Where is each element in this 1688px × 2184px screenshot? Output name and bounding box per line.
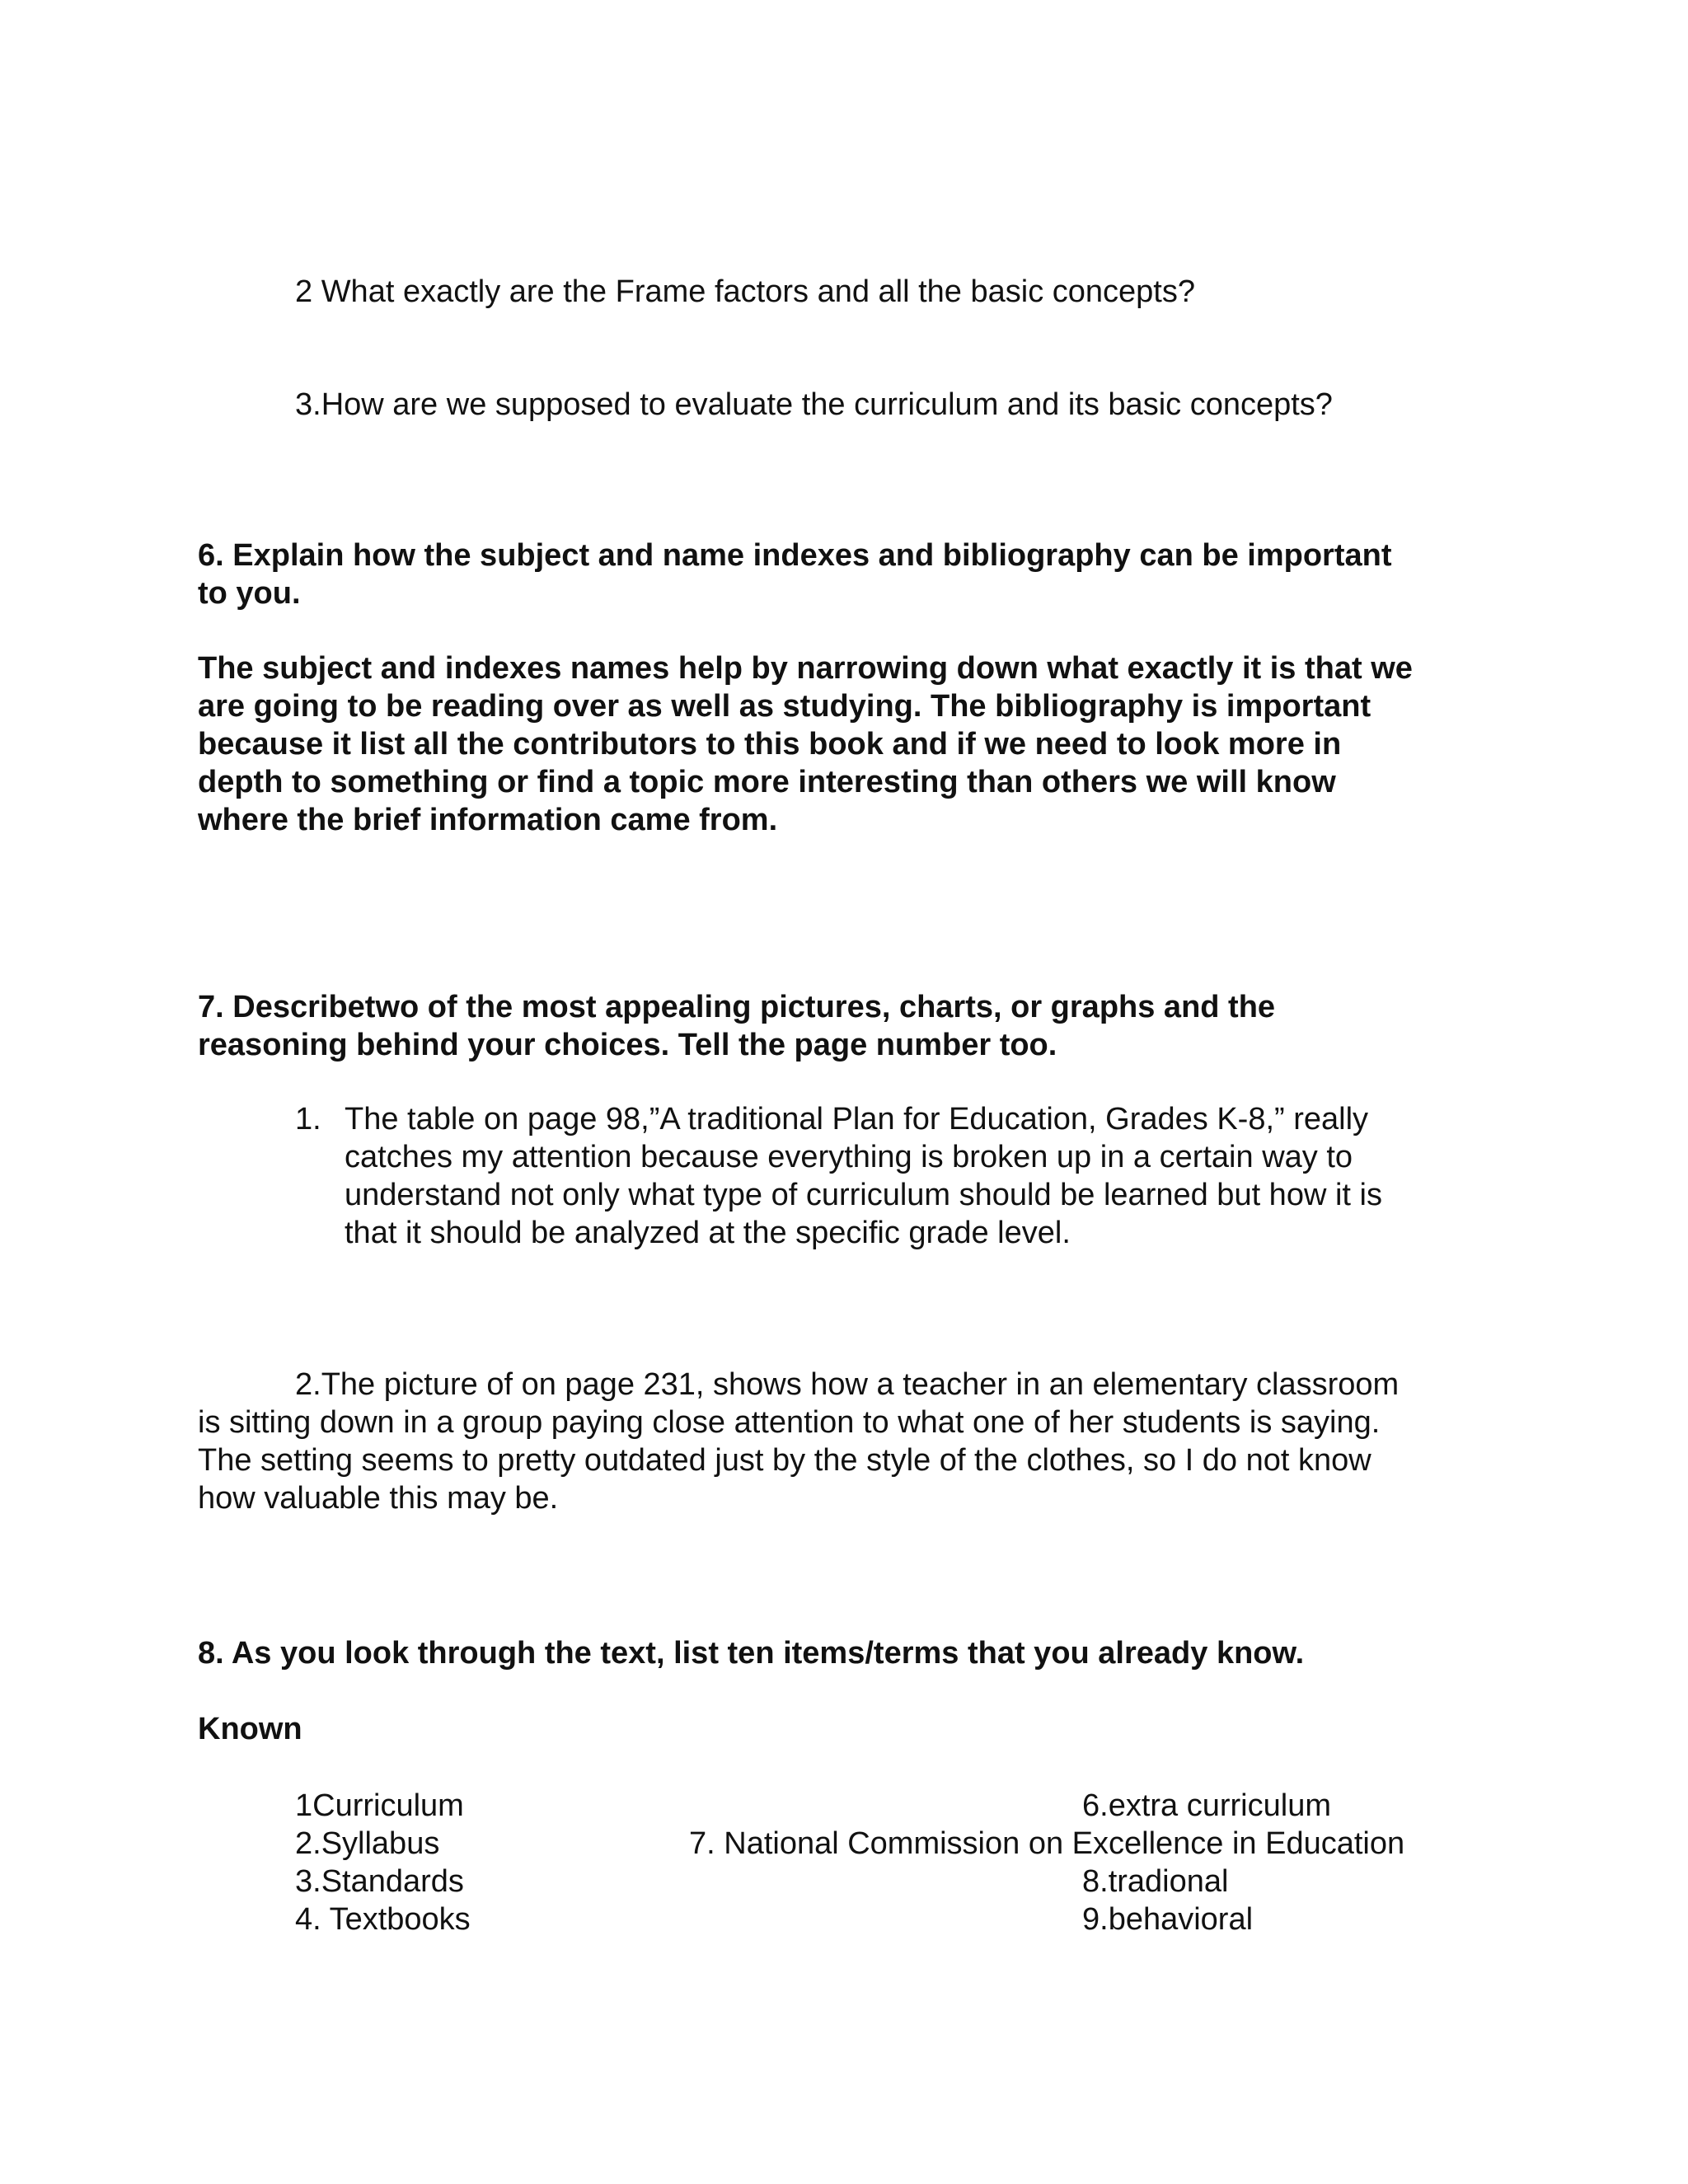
section-7-heading-line-1: 7. Describetwo of the most appealing pictures, charts, or graphs and the — [198, 990, 1276, 1024]
section-6-answer-line: depth to something or find a topic more interesting than others we will know — [198, 765, 1336, 799]
known-label: Known — [198, 1712, 302, 1746]
question-2: 2 What exactly are the Frame factors and all the basic concepts? — [295, 274, 1195, 309]
known-item-right: 8.tradional — [1082, 1864, 1229, 1899]
section-8-heading: 8. As you look through the text, list ten items/terms that you already know. — [198, 1636, 1305, 1671]
section-7-item-2-line: 2.The picture of on page 231, shows how a teacher in an elementary classroom — [295, 1367, 1400, 1402]
section-6-answer-line: because it list all the contributors to this book and if we need to look more in — [198, 727, 1342, 762]
known-item-left: 1Curriculum — [295, 1788, 464, 1823]
known-item-right: 7. National Commission on Excellence in Education — [689, 1826, 1405, 1861]
section-6-answer-line: The subject and indexes names help by narrowing down what exactly it is that we — [198, 651, 1413, 686]
known-item-right: 9.behavioral — [1082, 1902, 1254, 1937]
known-item-left: 2.Syllabus — [295, 1826, 440, 1861]
question-3: 3.How are we supposed to evaluate the curriculum and its basic concepts? — [295, 387, 1333, 422]
section-7-item-2-line: how valuable this may be. — [198, 1481, 559, 1516]
section-7-item-1-number: 1. — [295, 1102, 321, 1137]
section-7-item-1-line: understand not only what type of curriculum should be learned but how it is — [345, 1178, 1382, 1212]
section-7-item-1-line: catches my attention because everything is broken up in a certain way to — [345, 1140, 1353, 1174]
section-7-heading-line-2: reasoning behind your choices. Tell the page number too. — [198, 1028, 1057, 1062]
section-7-item-2-line: The setting seems to pretty outdated just by the style of the clothes, so I do not know — [198, 1443, 1372, 1478]
known-item-left: 4. Textbooks — [295, 1902, 471, 1937]
section-6-answer-line: are going to be reading over as well as studying. The bibliography is important — [198, 689, 1372, 724]
section-6-heading-line-2: to you. — [198, 576, 301, 611]
known-item-right: 6.extra curriculum — [1082, 1788, 1331, 1823]
section-7-item-2-line: is sitting down in a group paying close attention to what one of her students is saying. — [198, 1405, 1381, 1440]
known-item-left: 3.Standards — [295, 1864, 464, 1899]
section-7-item-1-line: The table on page 98,”A traditional Plan for Education, Grades K-8,” really — [345, 1102, 1369, 1137]
section-7-item-1-line: that it should be analyzed at the specific grade level. — [345, 1216, 1071, 1250]
section-6-answer-line: where the brief information came from. — [198, 803, 778, 837]
section-6-heading-line-1: 6. Explain how the subject and name indexes and bibliography can be important — [198, 538, 1392, 573]
